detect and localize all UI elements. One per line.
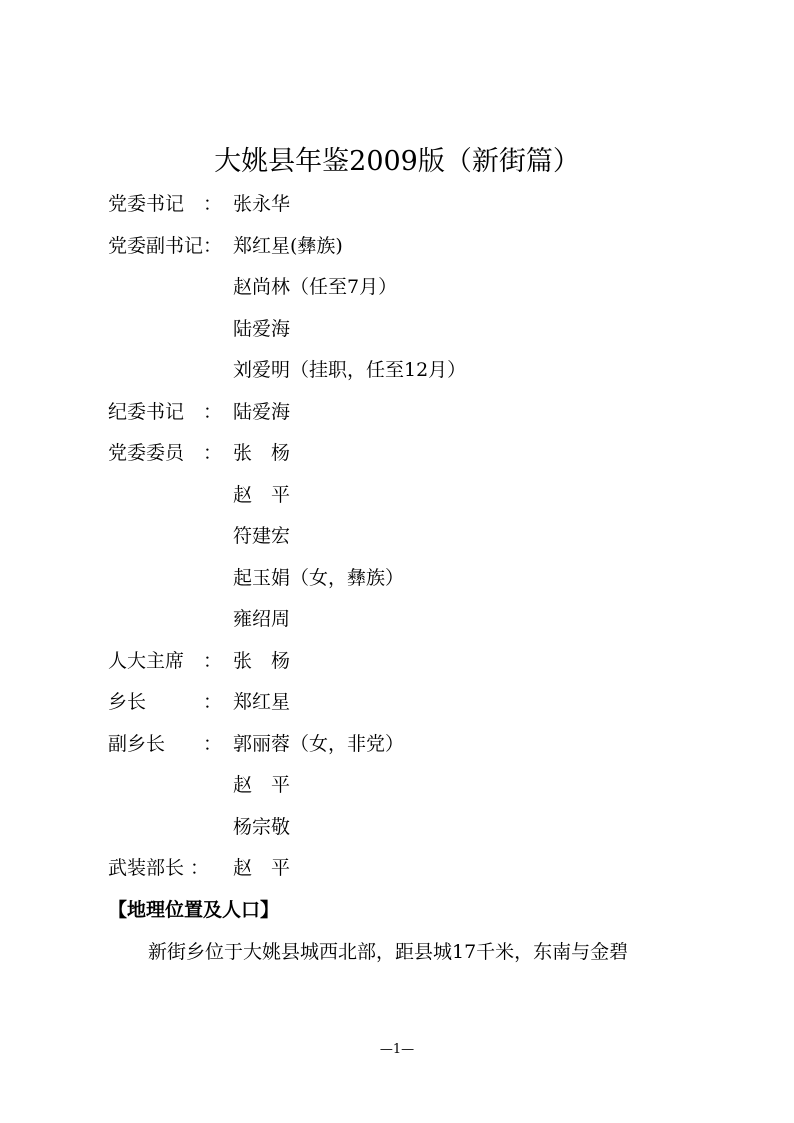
roster-row — [108, 479, 728, 521]
roster-value: 赵 平 — [233, 774, 291, 796]
roster-value: 郑红星 — [233, 691, 291, 713]
roster-label: 乡长 ： — [108, 691, 223, 713]
roster-label: 武装部长 ： — [108, 857, 210, 879]
roster-value: 郭丽蓉（女，非党） — [233, 732, 405, 755]
roster-row — [108, 396, 728, 438]
roster-value: 赵 平 — [233, 483, 291, 506]
roster-row — [108, 188, 728, 230]
roster-row — [108, 354, 728, 396]
roster-row — [108, 769, 728, 811]
roster-value: 张永华 — [233, 193, 291, 215]
roster-value: 张 杨 — [233, 649, 291, 672]
roster-row — [108, 520, 728, 562]
roster-row — [108, 230, 728, 272]
roster-value: 杨宗敬 — [233, 815, 291, 838]
roster-label: 党委副书记： — [108, 234, 223, 257]
roster-value: 赵 平 — [233, 857, 291, 879]
roster-label: 党委委员 ： — [108, 442, 223, 464]
page-number: —1— — [379, 1042, 415, 1057]
section-heading: 【地理位置及人口】 — [108, 899, 280, 921]
roster-row — [108, 603, 728, 645]
roster-value: 陆爱海 — [233, 400, 291, 423]
roster-row — [108, 852, 728, 894]
roster-value: 陆爱海 — [233, 317, 291, 340]
roster-label: 副乡长 ： — [108, 732, 223, 755]
roster-label: 纪委书记 ： — [108, 400, 223, 423]
roster-label: 人大主席 ： — [108, 649, 223, 672]
roster-value: 张 杨 — [233, 442, 291, 464]
page-title: 大姚县年鉴2009版（新街篇） — [214, 146, 580, 177]
roster-value: 刘爱明（挂职，任至12月） — [233, 359, 467, 381]
roster-row — [108, 811, 728, 853]
roster-value: 赵尚林（任至7月） — [233, 276, 398, 298]
roster-row — [108, 686, 728, 728]
roster-row — [108, 313, 728, 355]
roster-value: 起玉娟（女，彝族） — [233, 566, 405, 589]
roster-value: 郑红星(彝族) — [233, 234, 343, 257]
roster-row — [108, 271, 728, 313]
roster-row — [108, 728, 728, 770]
roster-row — [108, 562, 728, 604]
roster-value: 雍绍周 — [233, 608, 291, 630]
body-paragraph: 新街乡位于大姚县城西北部，距县城17千米，东南与金碧 — [148, 941, 629, 963]
roster-row — [108, 645, 728, 687]
roster-label: 党委书记 ： — [108, 193, 223, 215]
roster-value: 符建宏 — [233, 525, 291, 547]
roster-row — [108, 437, 728, 479]
leadership-roster — [108, 188, 728, 894]
